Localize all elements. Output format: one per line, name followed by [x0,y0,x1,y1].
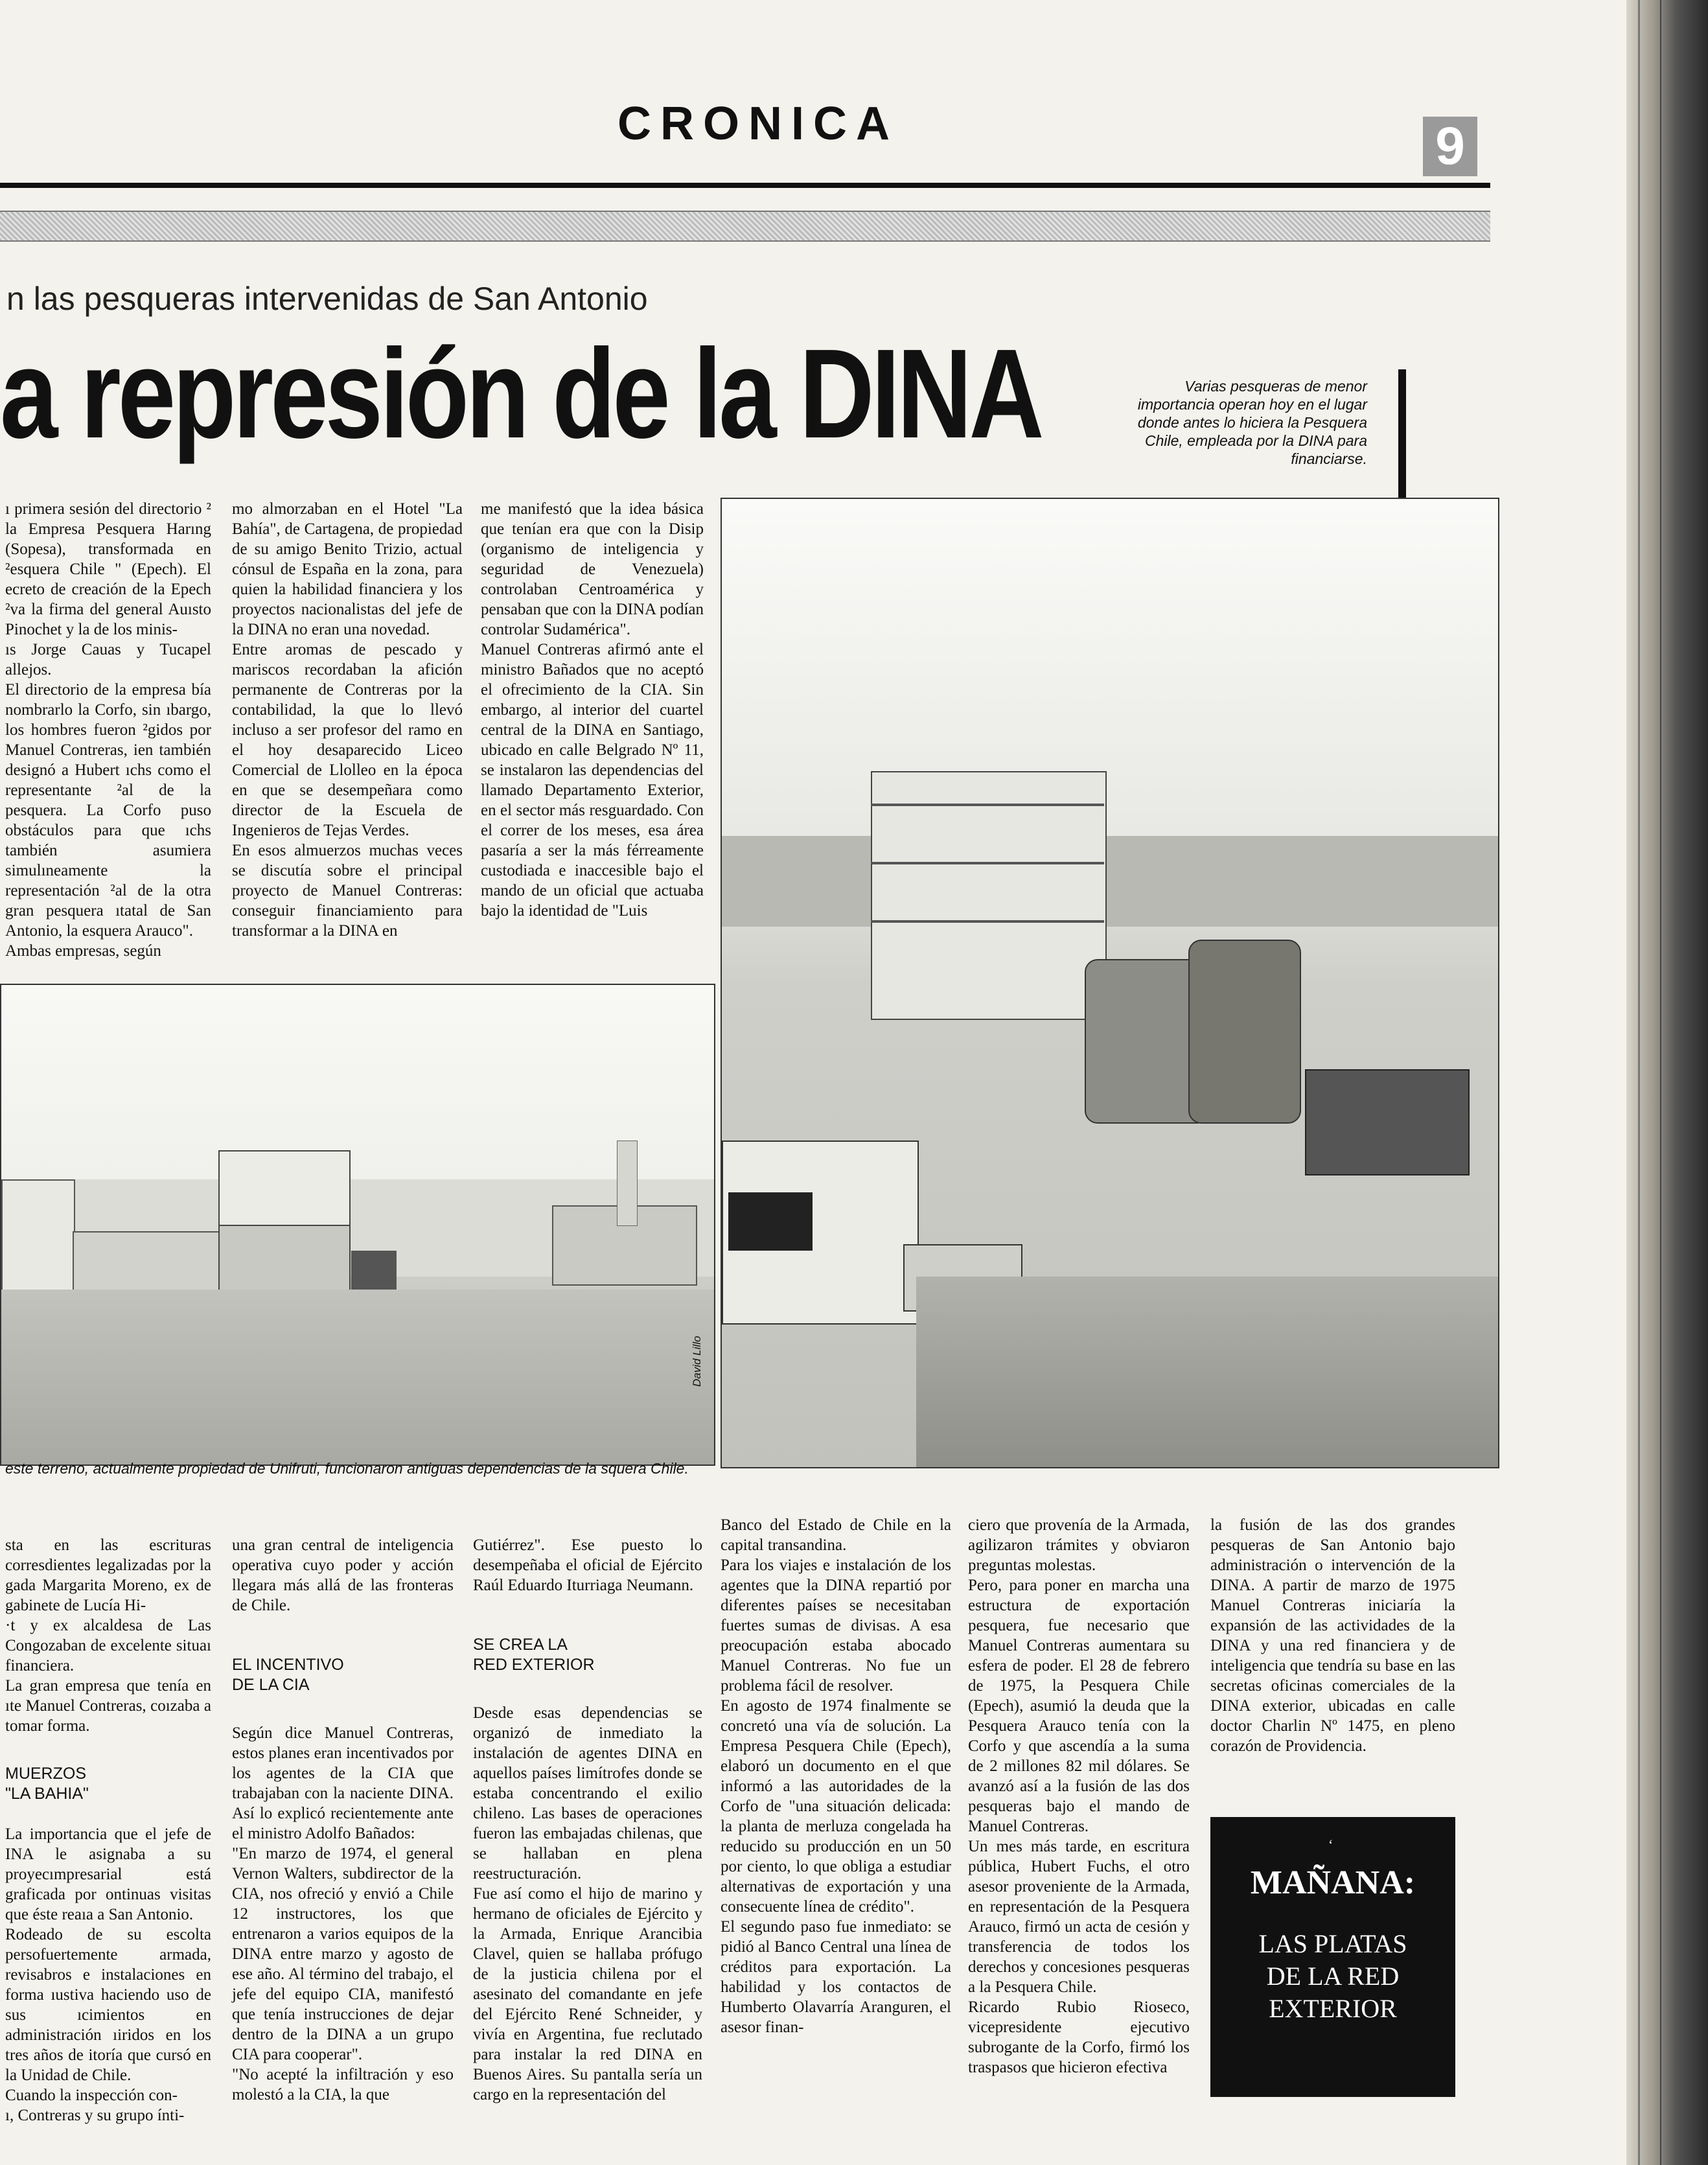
column-3-text-b: Desde esas dependencias se organizó de inmediato la instalación de agentes DINA en aquellos países limítrofes donde se estaba concentrando el exilio chileno. Las bases de operaciones fueron las embajadas chilenas, que se hallaban en plena reestructuración. Fue así como el hijo de marino y hermano de oficiales de Ejército y la Armada, Enrique Arancibia Clavel, quien se hallaba prófugo de la justicia chilena por el asesinato del comandante en jefe del Ejército René Schneider, y vivía en Argentina, fue reclutado para instalar la red DINA en Buenos Aires. Su pantalla sería un cargo en la representación del [473,1704,702,2103]
column-1-text-b: La importancia que el jefe de INA le asignaba a su proyecımpresarial está graficada por ontinuas visitas que éste reaıa a San Antonio. Rodeado de su escolta persofuertemente armada, revisabros e instalaciones en forma ıustiva haciendo uso de sus ıcimientos en administración ıiridos en los tres años de itoría que cursó en la Unidad de Chile. Cuando la inspección con- ı, Contreras y su grupo ínti- [5,1825,211,2124]
section-title: CRONICA [617,98,899,150]
header-rule [0,183,1490,188]
column-2-top: mo almorzaban en el Hotel "La Bahía", de Cartagena, de propiedad de su amigo Benito Trizio, actual cónsul de España en la zona, para quien la habilidad financiera y los proyectos nacionalistas del jefe de la DINA no eran una novedad. Entre aromas de pescado y mariscos recordaban la afición permanente de Contreras por la contabilidad, la que lo llevó incluso a ser profesor del ramo en el hoy desaparecido Liceo Comercial de Llolleo en la época en que se desempeñara como director de la Escuela de Ingenieros de Tejas Verdes. En esos almuerzos muchas veces se discutía sobre el principal proyecto de Manuel Contreras: conseguir financiamiento para transformar a la DINA en [232,500,463,940]
column-1-top: ı primera sesión del directorio ² la Empresa Pesquera Harıng (Sopesa), transformada en ²esquera Chile " (Epech). El ecreto de creación de la Epech ²va la firma del general Auısto Pinochet y la de los minis- ıs Jorge Cauas y Tucapel allejos. El directorio de la empresa bía nombrarlo la Corfo, sin ıbargo, los hombres fueron ²gidos por Manuel Contreras, ien también designó a Hubert ıchs como el representante ²al de la pesquera. La Corfo puso obstáculos para que ıchs también asumiera simulıneamente la representación ²al de la otra gran pesquera ıtatal de San Antonio, la esquera Arauco". Ambas empresas, según [5,500,211,960]
photo-caption-right: Varias pesqueras de menor importancia operan hoy en el lugar donde antes lo hiciera la Pesquera Chile, empleada por la DINA para financiarse. [1137,378,1367,467]
column-6-bottom: la fusión de las dos grandes pesqueras de San Antonio bajo administración o intervención de la DINA. A partir de marzo de 1975 Manuel Contreras iniciaría la expansión de las actividades de la DINA y una red financiera y de inteligencia que tendría su base en las secretas oficinas comerciales de la DINA exterior, ubicadas en calle doctor Charlin Nº 1475, en pleno corazón de Providencia. [1210,1516,1455,1755]
column-1-text-a: sta en las escrituras corresdientes legalizadas por la gada Margarita Moreno, ex de gabinete de Lucía Hi- ·t y ex alcaldesa de Las Congozaban de excelente situaı financiera. La gran empresa que tenía en ıte Manuel Contreras, coızaba a tomar forma. [5,1536,211,1735]
column-3-subhead: SE CREA LA RED EXTERIOR [473,1636,595,1674]
column-1-subhead: MUERZOS "LA BAHIA" [5,1765,89,1803]
column-4-bottom: Banco del Estado de Chile en la capital transandina. Para los viajes e instalación de los agentes que la DINA repartió por diferentes países se necesitaban fuertes sumas de divisas. A esa preocupación estaba abocado Manuel Contreras. No fue un problema fácil de resolver. En agosto de 1974 finalmente se concretó una vía de solución. La Empresa Pesquera Chile (Epech), elaboró un documento en el que informó a las autoridades de la Corfo de "una situación delicada: la planta de merluza congelada ha reducido su producción en un 50 por ciento, lo que obliga a estudiar alternativas de exportación y una consecuente línea de crédito". El segundo paso fue inmediato: se pidió al Banco Central una línea de créditos para exportación. La habilidad y los contactos de Humberto Olavarría Aranguren, el asesor finan- [721,1516,951,2036]
page-binding-edge [1626,0,1708,2165]
promo-box [1210,1817,1455,2097]
column-2-text-b: Según dice Manuel Contreras, estos planes eran incentivados por los agentes de la CIA que trabajaban con la naciente DINA. Así lo explicó recientemente ante el ministro Adolfo Bañados: "En marzo de 1974, el general Vernon Walters, subdirector de la CIA, nos ofreció y envió a Chile 12 instructores, los que entrenaron a varios equipos de la DINA entre marzo y agosto de ese año. Al término del trabajo, el jefe del equipo CIA, manifestó que tenía instrucciones de dejar dentro de la DINA a un grupo CIA para cooperar". "No acepté la infiltración y eso molestó a la CIA, la que [232,1724,454,2103]
column-2-subhead: EL INCENTIVO DE LA CIA [232,1656,344,1694]
photo-credit: David Lillo [691,1336,703,1387]
column-3-bottom [473,1515,702,2125]
column-3-text-a: Gutiérrez". Ese puesto lo desempeñaba el oficial de Ejército Raúl Eduardo Iturriaga Neumann. [473,1536,702,1594]
promo-subtitle: LAS PLATAS DE LA RED EXTERIOR [1258,1929,1407,2023]
header-band [0,211,1490,242]
column-5-bottom: ciero que provenía de la Armada, agilizaron trámites y obviaron preguntas molestas. Pero, para poner en marcha una estructura de exportación pesquera, fue necesario que Manuel Contreras aumentara su esfera de poder. El 28 de febrero de 1975, la Pesquera Chile (Epech), asumió la deuda que la Pesquera Arauco tenía con la Corfo y que ascendía a la suma de 2 millones 82 mil dólares. Se avanzó así a la fusión de las dos pesqueras bajo el mando de Manuel Contreras. Un mes más tarde, en escritura pública, Hubert Fuchs, el otro asesor proveniente de la Armada, en representación de la Pesquera Arauco, firmó un acta de cesión y transferencia de todos los derechos y concesiones pesqueras a la Pesquera Chile. Ricardo Rubio Rioseco, vicepresidente ejecutivo subrogante de la Corfo, firmó los traspasos que hicieron efectiva [968,1516,1190,2076]
column-2-bottom [232,1515,454,2125]
column-1-bottom [5,1515,211,2146]
column-2-text-a: una gran central de inteligencia operativa cuyo poder y acción llegara más allá de las fronteras de Chile. [232,1536,454,1614]
photo-pesquera-site [721,498,1499,1468]
article-headline: a represión de la DINA [0,323,1041,465]
promo-title: MAÑANA: [1250,1864,1416,1901]
column-3-top: me manifestó que la idea básica que tenían era que con la Disip (organismo de inteligencia y seguridad de Venezuela) controlaban Centroamérica y pensaban que con la DINA podían controlar Sudamérica". Manuel Contreras afirmó ante el ministro Bañados que no aceptó el ofrecimiento de la CIA. Sin embargo, al interior del cuartel central de la DINA en Santiago, ubicado en calle Belgrado Nº 11, se instalaron las dependencias del llamado Departamento Exterior, en el sector más resguardado. Con el correr de los meses, esa área pasaría a ser la más férreamente custodiada e inaccesible bajo el mando de un oficial que actuaba bajo la identidad de "Luis [481,500,704,920]
promo-tick-mark: ‘ [1328,1836,1333,1853]
photo-fishery-grounds [0,984,715,1466]
page-number: 9 [1423,117,1477,176]
photo-caption-left: este terreno, actualmente propiedad de Unifruti, funcionaron antiguas dependencias de la squera Chile. [5,1460,689,1477]
article-kicker: n las pesqueras intervenidas de San Antonio [6,281,648,317]
